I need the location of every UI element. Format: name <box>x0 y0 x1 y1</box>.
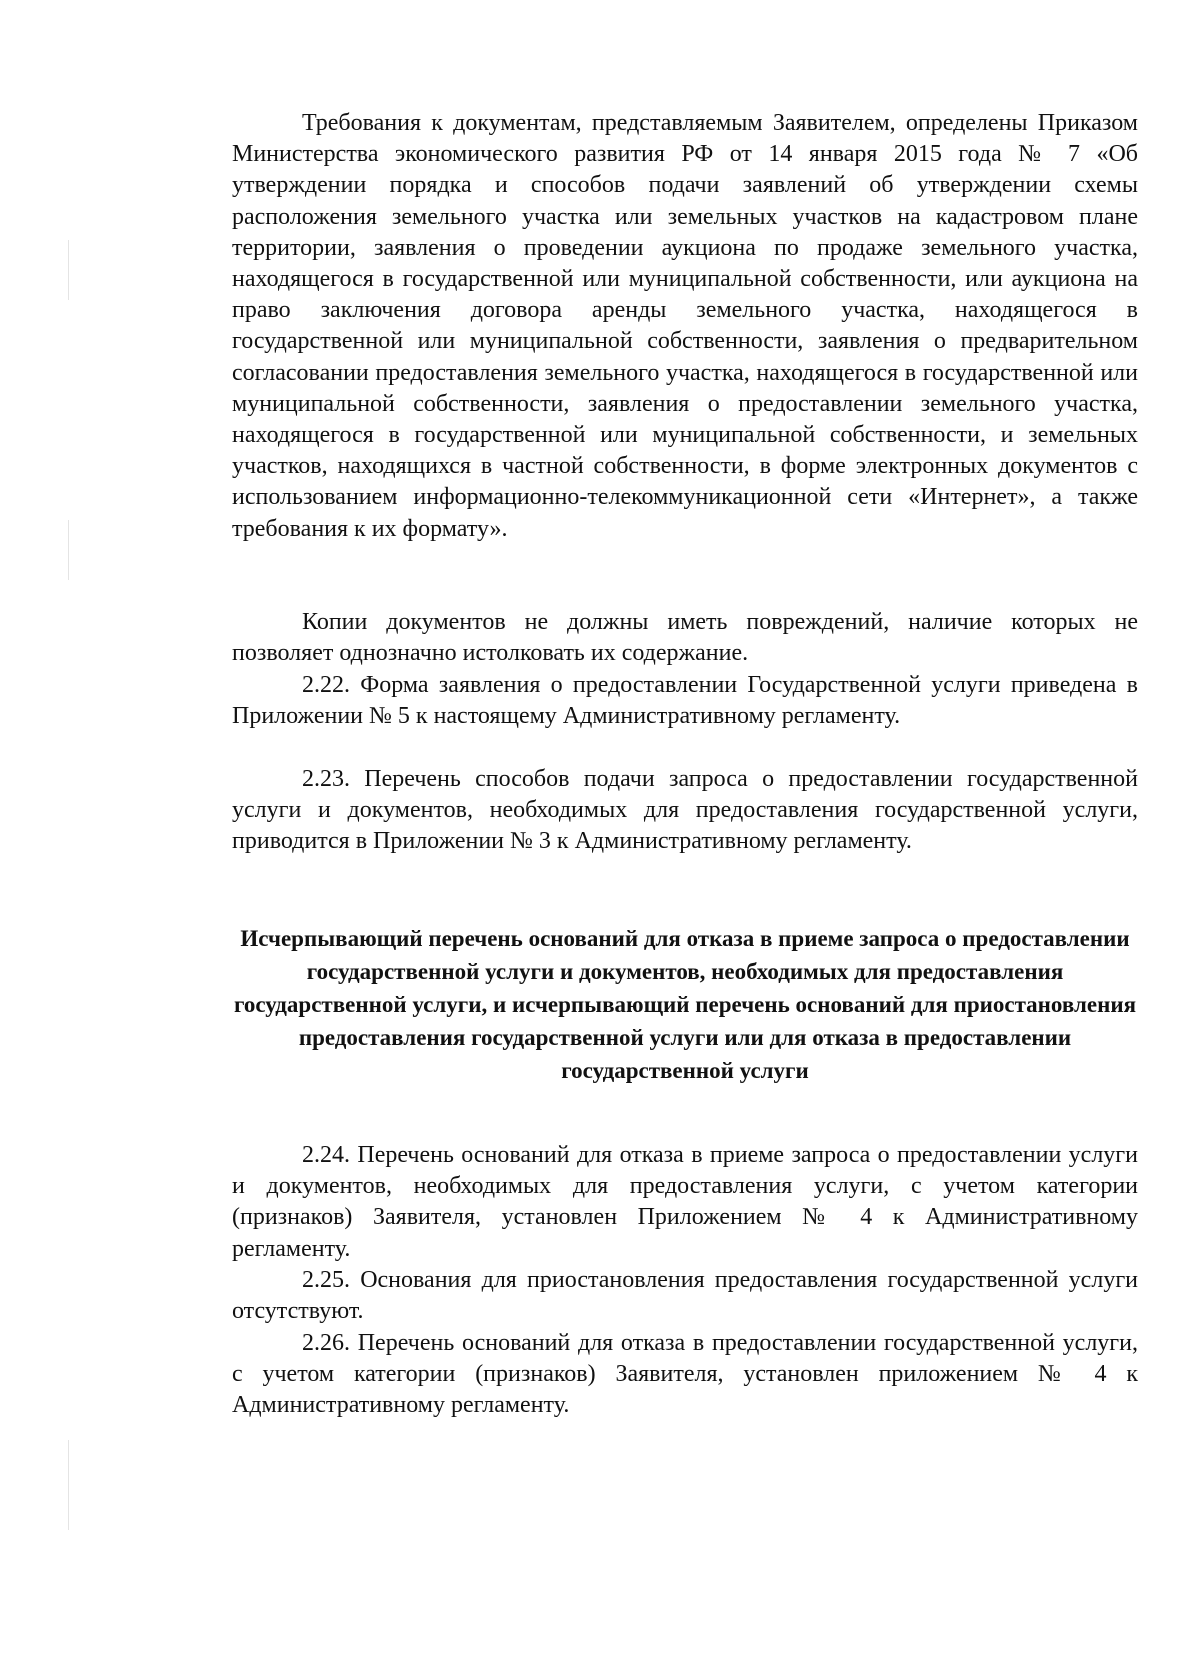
paragraph-2-23: 2.23. Перечень способов подачи запроса о предоставлении государственной услуги и документов, необходимых для предоставления государственной услуги, приводится в Приложении № 3 к Административному регламенту. <box>232 766 1138 855</box>
paragraph-2-25: 2.25. Основания для приостановления предоставления государственной услуги отсутствуют. <box>232 1267 1138 1325</box>
scan-margin-mark <box>68 1440 69 1530</box>
paragraph-2-24: 2.24. Перечень оснований для отказа в приеме запроса о предоставлении услуги и документов, необходимых для предоставления услуги, с учетом категории (признаков) Заявителя, установлен Приложением № 4 к Административному регламенту. <box>232 1142 1138 1262</box>
scan-margin-mark <box>68 520 69 580</box>
section-heading: Исчерпывающий перечень оснований для отказа в приеме запроса о предоставлении государственной услуги и документов, необходимых для предоставления государственной услуги, и исчерпывающий перечень оснований для приостановления предоставления государственной услуги или для отказа в предоставлении государственной услуги <box>233 926 1137 1083</box>
scan-margin-mark <box>68 240 69 300</box>
paragraph-2-26: 2.26. Перечень оснований для отказа в предоставлении государственной услуги, с учетом категории (признаков) Заявителя, установлен приложением № 4 к Административному регламенту. <box>232 1330 1138 1419</box>
paragraph-requirements: Требования к документам, представляемым Заявителем, определены Приказом Министерства экономического развития РФ от 14 января 2015 года № 7 «Об утверждении порядка и способов подачи заявлений об утверждении схемы расположения земельного участка или земельных участков на кадастровом плане территории, заявления о проведении аукциона по продаже земельного участка, находящегося в государственной или муниципальной собственности, или аукциона на право заключения договора аренды земельного участка, находящегося в государственной или муниципальной собственности, заявления о предварительном согласовании предоставления земельного участка, находящегося в государственной или муниципальной собственности, заявления о предоставлении земельного участка, находящегося в государственной или муниципальной собственности, и земельных участков, находящихся в частной собственности, в форме электронных документов с использованием информационно-телекоммуникационной сети «Интернет», а также требования к их формату». <box>232 110 1138 542</box>
paragraph-2-22: 2.22. Форма заявления о предоставлении Государственной услуги приведена в Приложении № 5 к настоящему Административному регламенту. <box>232 672 1138 730</box>
paragraph-copies: Копии документов не должны иметь повреждений, наличие которых не позволяет однозначно истолковать их содержание. <box>232 609 1138 667</box>
